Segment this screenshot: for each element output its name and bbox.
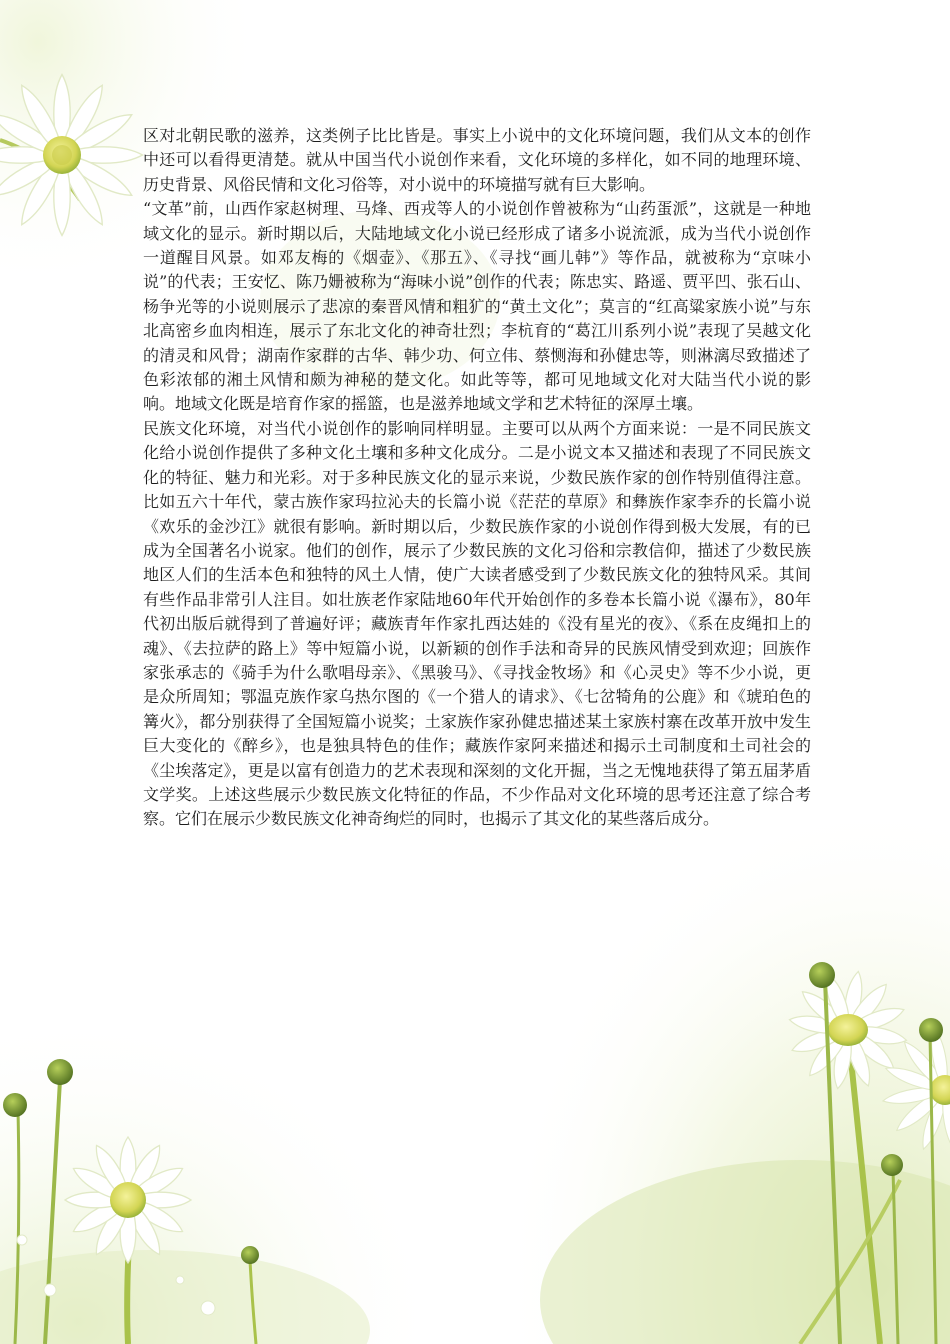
paragraph-2: “文革”前，山西作家赵树理、马烽、西戎等人的小说创作曾被称为“山药蛋派”，这就是一种地域文化的显示。新时期以后，大陆地域文化小说已经形成了诸多小说流派，成为当代小说创作一道醒目风景。如邓友梅的《烟壶》、《那五》、《寻找“画儿韩”》等作品，就被称为“京味小说”的代表；王安忆、陈乃姗被称为“海味小说”创作的代表；陈忠实、路遥、贾平凹、张石山、杨争光等的小说则展示了悲凉的秦晋风情和粗犷的“黄土文化”；莫言的“红高粱家族小说”与东北高密乡血肉相连，展示了东北文化的神奇壮烈；李杭育的“葛江川系列小说”表现了吴越文化的清灵和风骨；湖南作家群的古华、韩少功、何立伟、蔡恻海和孙健忠等，则淋漓尽致描述了色彩浓郁的湘土风情和颇为神秘的楚文化。如此等等，都可见地域文化对大陆当代小说的影响。地域文化既是培育作家的摇篮，也是滋养地域文学和艺术特征的深厚土壤。 (143, 199, 811, 414)
document-body (143, 124, 811, 832)
paragraph-3: 民族文化环境，对当代小说创作的影响同样明显。主要可以从两个方面来说：一是不同民族文化给小说创作提供了多种文化土壤和多种文化成分。二是小说文本又描述和表现了不同民族文化的特征、魅力和光彩。对于多种民族文化的显示来说，少数民族作家的创作特别值得注意。比如五六十年代，蒙古族作家玛拉沁夫的长篇小说《茫茫的草原》和彝族作家李乔的长篇小说《欢乐的金沙江》就很有影响。新时期以后，少数民族作家的小说创作得到极大发展，有的已成为全国著名小说家。他们的创作，展示了少数民族的文化习俗和宗教信仰，描述了少数民族地区人们的生活本色和独特的风土人情，使广大读者感受到了少数民族文化的独特风采。其间有些作品非常引人注目。如壮族老作家陆地60年代开始创作的多卷本长篇小说《瀑布》，80年代初出版后就得到了普遍好评；藏族青年作家扎西达娃的《没有星光的夜》、《系在皮绳扣上的魂》、《去拉萨的路上》等中短篇小说，以新颖的创作手法和奇异的民族风情受到欢迎；回族作家张承志的《骑手为什么歌唱母亲》、《黑骏马》、《寻找金牧场》和《心灵史》等不少小说，更是众所周知；鄂温克族作家乌热尔图的《一个猎人的请求》、《七岔犄角的公鹿》和《琥珀色的篝火》，都分别获得了全国短篇小说奖；土家族作家孙健忠描述某土家族村寨在改革开放中发生巨大变化的《醉乡》，也是独具特色的佳作；藏族作家阿来描述和揭示土司制度和土司社会的《尘埃落定》，更是以富有创造力的艺术表现和深刻的文化开掘，当之无愧地获得了第五届茅盾文学奖。上述这些展示少数民族文化特征的作品，不少作品对文化环境的思考还注意了综合考察。它们在展示少数民族文化神奇绚烂的同时，也揭示了其文化的某些落后成分。 (143, 418, 811, 829)
paragraph-1: 区对北朝民歌的滋养，这类例子比比皆是。事实上小说中的文化环境问题，我们从文本的创作中还可以看得更清楚。就从中国当代小说创作来看，文化环境的多样化，如不同的地理环境、历史背景、风俗民情和文化习俗等，对小说中的环境描写就有巨大影响。 (143, 126, 811, 194)
